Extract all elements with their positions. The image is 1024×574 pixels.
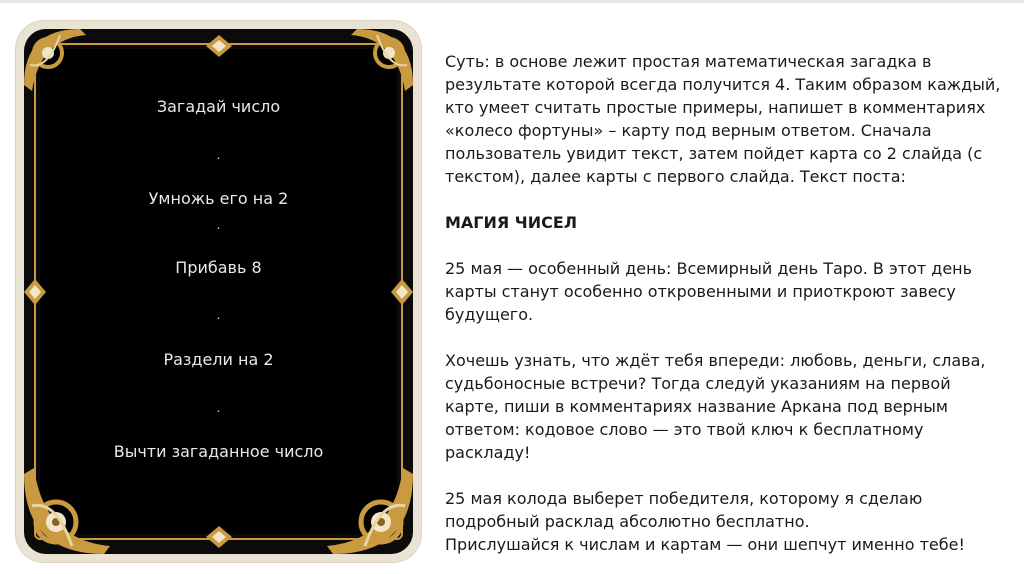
intro-paragraph: Суть: в основе лежит простая математическая загадка в результате которой всегда получится 4. Таким образом каждый, кто умеет считать простые примеры, напишет в комментариях «колесо фортуны» – карту под верным ответом. Сначала пользователь увидит текст, затем пойдет карта со 2 слайда (с текстом), далее карты с первого слайда. Текст поста: [445, 52, 1001, 186]
card-separator: . [216, 306, 221, 322]
card-step-2: Умножь его на 2 [148, 189, 289, 208]
card-separator: . [216, 399, 221, 415]
tarot-card [16, 21, 421, 562]
ornament-top-left-icon [20, 25, 92, 97]
paragraph-3: 25 мая колода выберет победителя, которому я сделаю подробный расклад абсолютно бесплатно. Прислушайся к числам и картам — они шепчут именно тебе! [445, 489, 965, 554]
card-separator: . [216, 146, 221, 162]
ornament-right-diamond-icon [389, 277, 415, 307]
ornament-top-right-icon [345, 25, 417, 97]
card-step-5: Вычти загаданное число [113, 442, 324, 461]
top-divider [0, 0, 1024, 3]
paragraph-2: Хочешь узнать, что ждёт тебя впереди: любовь, деньги, слава, судьбоносные встречи? Тогда следуй указаниям на первой карте, пиши в комментариях название Аркана под верным ответом: кодовое слово — это твой ключ к бесплатному раскладу! [445, 351, 986, 462]
ornament-bottom-right-icon [321, 462, 417, 558]
card-separator: . [216, 216, 221, 232]
ornament-left-diamond-icon [22, 277, 48, 307]
post-description [445, 50, 1005, 556]
card-step-1: Загадай число [156, 97, 281, 116]
ornament-top-diamond-icon [204, 33, 234, 59]
card-step-3: Прибавь 8 [175, 258, 262, 277]
post-heading: МАГИЯ ЧИСЕЛ [445, 213, 578, 232]
ornament-bottom-diamond-icon [204, 524, 234, 550]
paragraph-1: 25 мая — особенный день: Всемирный день Таро. В этот день карты станут особенно откровенными и приоткроют завесу будущего. [445, 259, 973, 324]
ornament-bottom-left-icon [20, 462, 116, 558]
card-step-4: Раздели на 2 [163, 350, 274, 369]
